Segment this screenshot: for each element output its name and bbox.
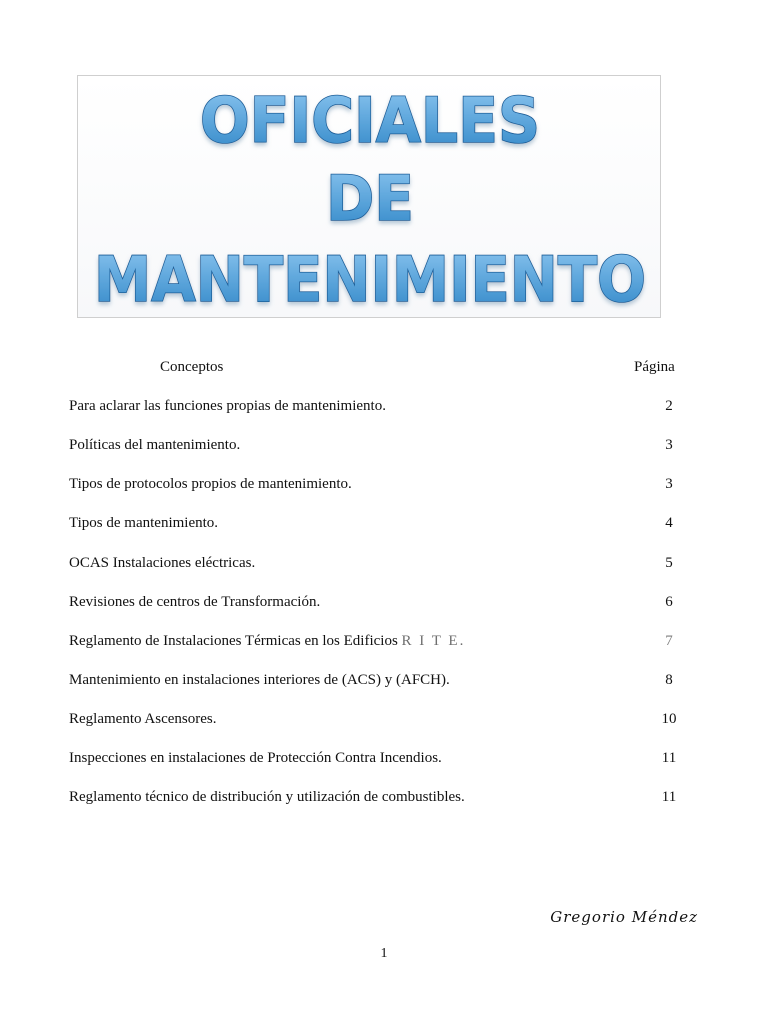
toc-item-text: OCAS Instalaciones eléctricas. [69,555,256,571]
toc-item [69,437,689,459]
toc-item [69,789,689,811]
toc-item-page: 8 [665,672,673,688]
toc-item [69,515,689,537]
toc-item-page: 10 [661,711,677,727]
author-signature: Gregorio Méndez [550,908,698,926]
toc-item-page: 3 [665,476,673,492]
toc-item-text: Políticas del mantenimiento. [69,437,241,453]
toc-item-text: Tipos de protocolos propios de mantenimiento. [69,476,352,492]
toc-item [69,750,689,772]
title-banner [77,75,661,318]
toc-item-page: 11 [661,750,677,766]
toc-item-page: 2 [665,398,673,414]
toc-item-text: Inspecciones en instalaciones de Protección Contra Incendios. [69,750,442,766]
toc-item-text: Revisiones de centros de Transformación. [69,594,321,610]
toc-item-page: 6 [665,594,673,610]
toc-item [69,555,689,577]
toc-header-page: Página [634,359,675,375]
toc-item-acronym: R I T E. [401,633,466,649]
toc-item [69,476,689,498]
toc-item-text: Reglamento de Instalaciones Térmicas en los Edificios [69,633,398,649]
toc-item [69,672,689,694]
toc-item [69,633,689,655]
toc-item-page: 3 [665,437,673,453]
toc-item [69,711,689,733]
page-number: 1 [380,946,388,961]
title-line-2: DE [326,162,414,235]
toc-header-concept: Conceptos [160,359,224,375]
toc-item-page: 7 [665,633,673,649]
toc-item-page: 5 [665,555,673,571]
title-wordart [78,76,661,318]
toc-item-text: Tipos de mantenimiento. [69,515,219,531]
toc-item-page: 11 [661,789,677,805]
toc-item-text: Reglamento Ascensores. [69,711,217,727]
title-line-1: OFICIALES [200,84,540,157]
toc-item [69,398,689,420]
title-line-3: MANTENIMIENTO [94,243,646,316]
toc-item-page: 4 [665,515,673,531]
toc-item-text: Mantenimiento en instalaciones interiores de (ACS) y (AFCH). [69,672,450,688]
toc-item [69,594,689,616]
toc-item-text-wrap [69,633,465,650]
toc-item-text: Para aclarar las funciones propias de mantenimiento. [69,398,386,414]
toc-item-text: Reglamento técnico de distribución y utilización de combustibles. [69,789,465,805]
